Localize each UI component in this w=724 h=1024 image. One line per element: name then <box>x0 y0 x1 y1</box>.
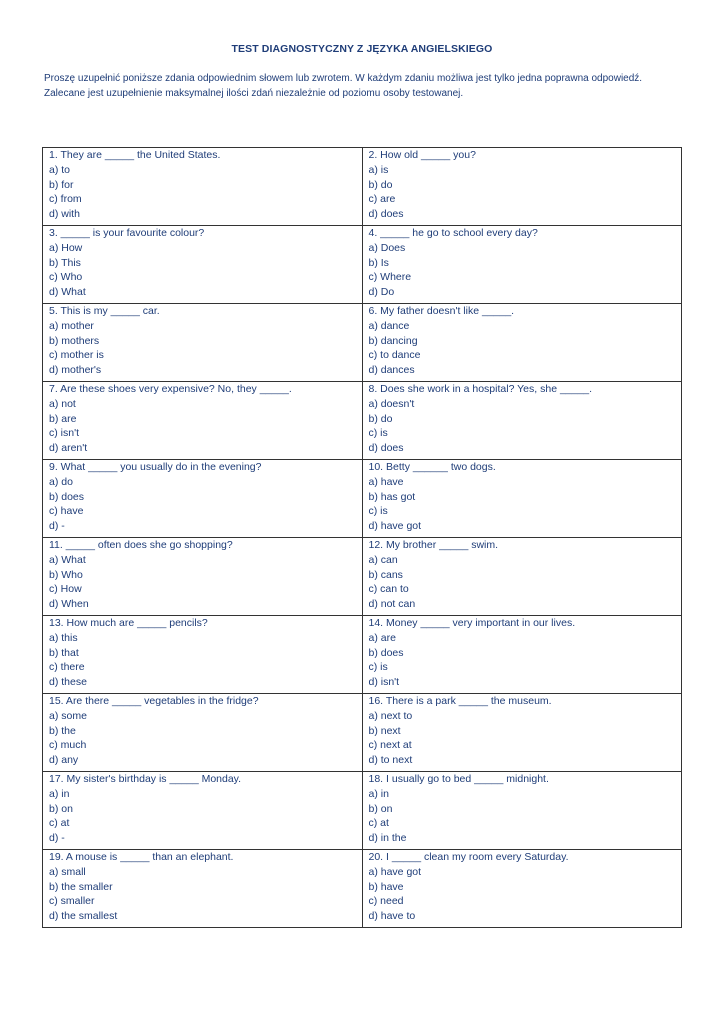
question-row <box>43 148 682 226</box>
answer-option: d) What <box>49 286 86 299</box>
answer-option: b) dancing <box>368 334 418 347</box>
question-cell <box>43 538 363 616</box>
answer-option: b) Who <box>49 568 83 581</box>
answer-option: c) much <box>49 739 87 752</box>
answer-option: c) mother is <box>49 349 104 362</box>
answer-option: d) any <box>49 754 79 767</box>
answer-option: a) small <box>49 865 86 878</box>
page-title: TEST DIAGNOSTYCZNY Z JĘZYKA ANGIELSKIEGO <box>231 43 493 55</box>
answer-option: a) Does <box>368 241 406 254</box>
answer-option: b) on <box>49 802 73 815</box>
answer-option: a) dance <box>368 319 410 332</box>
answer-option: a) are <box>368 631 396 644</box>
question-text: 7. Are these shoes very expensive? No, they _____. <box>49 383 292 395</box>
answer-option: c) next at <box>368 739 412 752</box>
instructions-line-2: Zalecane jest uzupełnienie maksymalnej ilości zdań niezależnie od poziomu osoby testowanej. <box>44 88 464 99</box>
answer-option: a) in <box>368 787 389 800</box>
answer-option: c) smaller <box>49 895 95 908</box>
answer-option: b) do <box>368 412 393 425</box>
question-text: 11. _____ often does she go shopping? <box>49 539 233 551</box>
answer-option: a) doesn't <box>368 397 415 410</box>
answer-option: a) can <box>368 553 398 566</box>
answer-option: d) with <box>49 208 80 221</box>
question-text: 14. Money _____ very important in our lives. <box>368 617 576 629</box>
question-text: 19. A mouse is _____ than an elephant. <box>49 851 234 863</box>
answer-option: c) isn't <box>49 427 80 440</box>
question-cell <box>362 850 682 928</box>
question-cell <box>362 616 682 694</box>
answer-option: b) Is <box>368 256 389 269</box>
question-text: 4. _____ he go to school every day? <box>368 227 538 239</box>
answer-option: b) are <box>49 412 77 425</box>
answer-option: a) to <box>49 163 71 176</box>
answer-option: c) from <box>49 193 82 206</box>
answer-option: a) is <box>368 163 389 176</box>
question-cell <box>362 694 682 772</box>
question-row <box>43 694 682 772</box>
answer-option: b) This <box>49 256 81 269</box>
question-cell <box>362 772 682 850</box>
answer-option: d) aren't <box>49 442 88 455</box>
answer-option: a) this <box>49 631 78 644</box>
instructions <box>44 71 684 101</box>
answer-option: d) isn't <box>368 676 400 689</box>
answer-option: b) mothers <box>49 334 100 347</box>
answer-option: d) have got <box>368 520 422 533</box>
answer-option: b) has got <box>368 490 416 503</box>
question-text: 17. My sister's birthday is _____ Monday. <box>49 773 242 785</box>
question-text: 2. How old _____ you? <box>368 149 476 161</box>
answer-option: d) mother's <box>49 364 102 377</box>
question-text: 3. _____ is your favourite colour? <box>49 227 205 239</box>
answer-option: c) is <box>368 505 388 518</box>
answer-option: b) cans <box>368 568 403 581</box>
answer-option: d) When <box>49 598 89 611</box>
question-text: 5. This is my _____ car. <box>49 305 160 317</box>
question-text: 12. My brother _____ swim. <box>368 539 499 551</box>
instructions-line-1: Proszę uzupełnić poniższe zdania odpowiednim słowem lub zwrotem. W każdym zdaniu możliwa jest tylko jedna poprawna odpowiedź. <box>44 73 643 84</box>
question-row <box>43 538 682 616</box>
answer-option: a) not <box>49 397 76 410</box>
answer-option: d) does <box>368 442 404 455</box>
answer-option: c) Where <box>368 271 412 284</box>
question-cell <box>43 148 363 226</box>
answer-option: c) have <box>49 505 84 518</box>
answer-option: c) at <box>49 817 70 830</box>
question-text: 18. I usually go to bed _____ midnight. <box>368 773 549 785</box>
answer-option: b) does <box>368 646 404 659</box>
answer-option: d) - <box>49 832 65 845</box>
answer-option: d) these <box>49 676 87 689</box>
answer-option: c) need <box>368 895 404 908</box>
answer-option: d) have to <box>368 910 416 923</box>
question-cell <box>43 772 363 850</box>
question-cell <box>362 538 682 616</box>
question-cell <box>43 616 363 694</box>
question-cell <box>362 460 682 538</box>
question-row <box>43 850 682 928</box>
question-row <box>43 460 682 538</box>
answer-option: d) to next <box>368 754 413 767</box>
answer-option: b) do <box>368 178 393 191</box>
question-row <box>43 304 682 382</box>
answer-option: c) How <box>49 583 82 596</box>
question-cell <box>43 460 363 538</box>
question-cell <box>362 382 682 460</box>
answer-option: c) are <box>368 193 396 206</box>
answer-option: c) is <box>368 427 388 440</box>
question-cell <box>43 304 363 382</box>
question-cell <box>362 304 682 382</box>
answer-option: a) some <box>49 709 87 722</box>
question-text: 10. Betty ______ two dogs. <box>368 461 496 473</box>
question-row <box>43 226 682 304</box>
answer-option: a) have <box>368 475 404 488</box>
question-cell <box>43 382 363 460</box>
answer-option: c) at <box>368 817 389 830</box>
answer-option: a) do <box>49 475 73 488</box>
answer-option: d) in the <box>368 832 407 845</box>
answer-option: a) How <box>49 241 83 254</box>
question-text: 9. What _____ you usually do in the evening? <box>49 461 262 473</box>
answer-option: d) - <box>49 520 65 533</box>
answer-option: c) can to <box>368 583 409 596</box>
question-cell <box>43 850 363 928</box>
answer-option: d) not can <box>368 598 416 611</box>
answer-option: b) next <box>368 724 401 737</box>
answer-option: d) the smallest <box>49 910 118 923</box>
answer-option: a) have got <box>368 865 422 878</box>
question-table <box>42 147 682 928</box>
question-cell <box>43 694 363 772</box>
question-text: 15. Are there _____ vegetables in the fridge? <box>49 695 259 707</box>
question-text: 8. Does she work in a hospital? Yes, she _____. <box>368 383 593 395</box>
answer-option: c) to dance <box>368 349 421 362</box>
question-text: 1. They are _____ the United States. <box>49 149 221 161</box>
question-row <box>43 616 682 694</box>
answer-option: b) the <box>49 724 76 737</box>
question-text: 20. I _____ clean my room every Saturday. <box>368 851 569 863</box>
answer-option: b) the smaller <box>49 880 113 893</box>
answer-option: a) in <box>49 787 70 800</box>
answer-option: b) have <box>368 880 404 893</box>
answer-option: a) next to <box>368 709 413 722</box>
question-text: 6. My father doesn't like _____. <box>368 305 515 317</box>
answer-option: b) that <box>49 646 79 659</box>
answer-option: c) Who <box>49 271 83 284</box>
question-text: 13. How much are _____ pencils? <box>49 617 208 629</box>
question-text: 16. There is a park _____ the museum. <box>368 695 552 707</box>
answer-option: d) Do <box>368 286 395 299</box>
answer-option: d) does <box>368 208 404 221</box>
question-cell <box>43 226 363 304</box>
question-cell <box>362 148 682 226</box>
question-row <box>43 772 682 850</box>
answer-option: b) for <box>49 178 74 191</box>
question-row <box>43 382 682 460</box>
answer-option: a) mother <box>49 319 94 332</box>
answer-option: b) on <box>368 802 393 815</box>
answer-option: b) does <box>49 490 85 503</box>
answer-option: a) What <box>49 553 86 566</box>
answer-option: d) dances <box>368 364 415 377</box>
question-cell <box>362 226 682 304</box>
answer-option: c) there <box>49 661 85 674</box>
answer-option: c) is <box>368 661 388 674</box>
